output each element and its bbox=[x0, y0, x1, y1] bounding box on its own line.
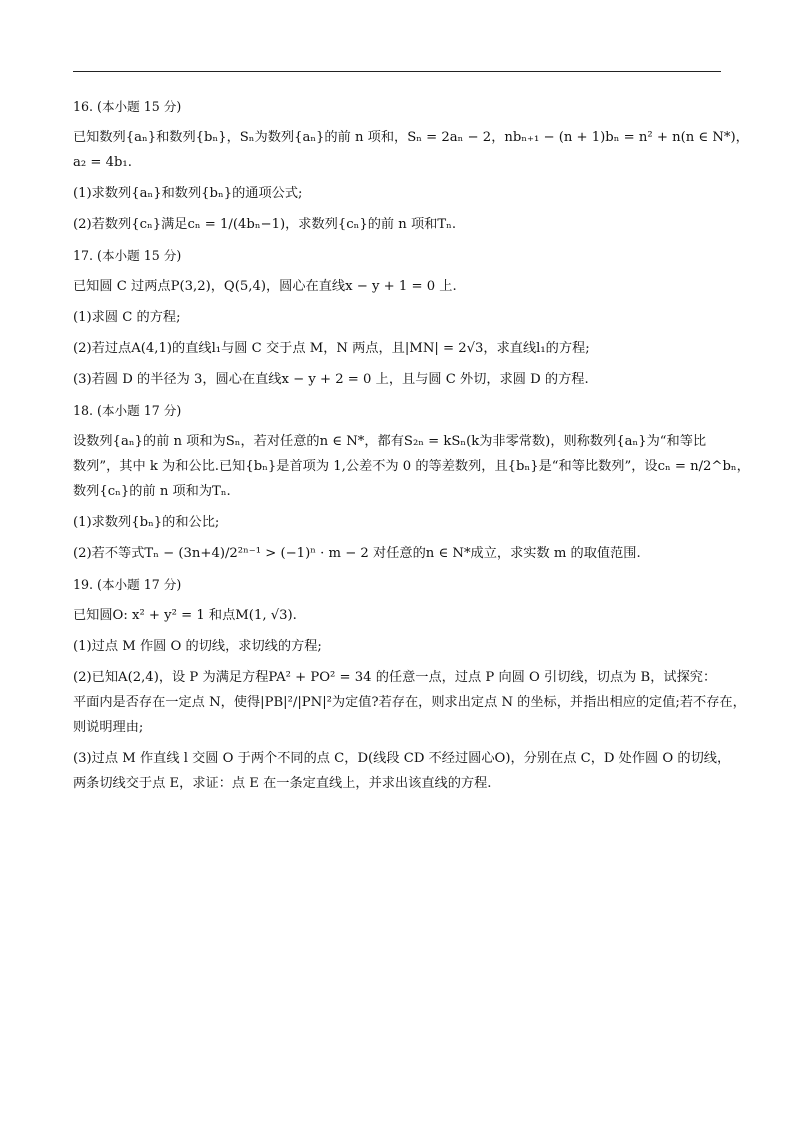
problem-18-header: 18. (本小题 17 分) bbox=[73, 403, 182, 418]
problem-19-stem-line: 已知圆O: x² + y² = 1 和点M(1, √3). bbox=[73, 608, 297, 623]
problem-18-stem-line: 设数列{aₙ}的前 n 项和为Sₙ，若对任意的n ∈ N*，都有S₂ₙ = kSₙ(k为非零常数)，则称数列{aₙ}为“和等比 bbox=[73, 434, 707, 449]
problem-19-part-2-line: 平面内是否存在一定点 N，使得|PB|²/|PN|²为定值?若存在，则求出定点 N 的坐标，并指出相应的定值;若不存在， bbox=[73, 695, 746, 710]
problem-19-part-1: (1)过点 M 作圆 O 的切线，求切线的方程; bbox=[73, 639, 322, 654]
problem-18-part-1: (1)求数列{bₙ}的和公比; bbox=[73, 515, 220, 530]
problem-16-part-2: (2)若数列{cₙ}满足cₙ = 1/(4bₙ−1)，求数列{cₙ}的前 n 项和Tₙ. bbox=[73, 217, 457, 232]
problem-19-part-2-line: 则说明理由; bbox=[73, 720, 144, 735]
problem-19-header: 19. (本小题 17 分) bbox=[73, 577, 182, 592]
problem-19-part-3-line: 两条切线交于点 E，求证：点 E 在一条定直线上，并求出该直线的方程. bbox=[73, 776, 492, 791]
problem-18-stem-line: 数列”，其中 k 为和公比.已知{bₙ}是首项为 1,公差不为 0 的等差数列，且{bₙ}是“和等比数列”，设cₙ = n/2^bₙ， bbox=[73, 459, 750, 474]
problem-16-stem-line: a₂ = 4b₁. bbox=[73, 155, 132, 170]
problem-19-part-3: (3)过点 M 作直线 l 交圆 O 于两个不同的点 C，D(线段 CD 不经过圆心O)，分别在点 C，D 处作圆 O 的切线， bbox=[73, 751, 731, 766]
problem-18-part-2: (2)若不等式Tₙ − (3n+4)/2²ⁿ⁻¹ > (−1)ⁿ · m − 2 对任意的n ∈ N*成立，求实数 m 的取值范围. bbox=[73, 546, 641, 561]
header-rule bbox=[73, 71, 721, 72]
problem-17-header: 17. (本小题 15 分) bbox=[73, 248, 182, 263]
problem-16-header: 16. (本小题 15 分) bbox=[73, 99, 182, 114]
problem-19-part-2: (2)已知A(2,4)，设 P 为满足方程PA² + PO² = 34 的任意一点，过点 P 向圆 O 引切线，切点为 B，试探究： bbox=[73, 670, 717, 685]
problem-17-part-2: (2)若过点A(4,1)的直线l₁与圆 C 交于点 M，N 两点，且|MN| = 2√3，求直线l₁的方程; bbox=[73, 341, 590, 356]
problem-16-stem-line: 已知数列{aₙ}和数列{bₙ}，Sₙ为数列{aₙ}的前 n 项和，Sₙ = 2aₙ − 2，nbₙ₊₁ − (n + 1)bₙ = n² + n(n ∈ N*)， bbox=[73, 130, 749, 145]
problem-17-stem-line: 已知圆 C 过两点P(3,2)，Q(5,4)，圆心在直线x − y + 1 = 0 上. bbox=[73, 279, 457, 294]
problem-17-part-1: (1)求圆 C 的方程; bbox=[73, 310, 181, 325]
problem-17-part-3: (3)若圆 D 的半径为 3，圆心在直线x − y + 2 = 0 上，且与圆 C 外切，求圆 D 的方程. bbox=[73, 372, 589, 387]
problem-18-stem-line: 数列{cₙ}的前 n 项和为Tₙ. bbox=[73, 484, 231, 499]
problem-16-part-1: (1)求数列{aₙ}和数列{bₙ}的通项公式; bbox=[73, 186, 303, 201]
problem-list bbox=[73, 96, 750, 804]
